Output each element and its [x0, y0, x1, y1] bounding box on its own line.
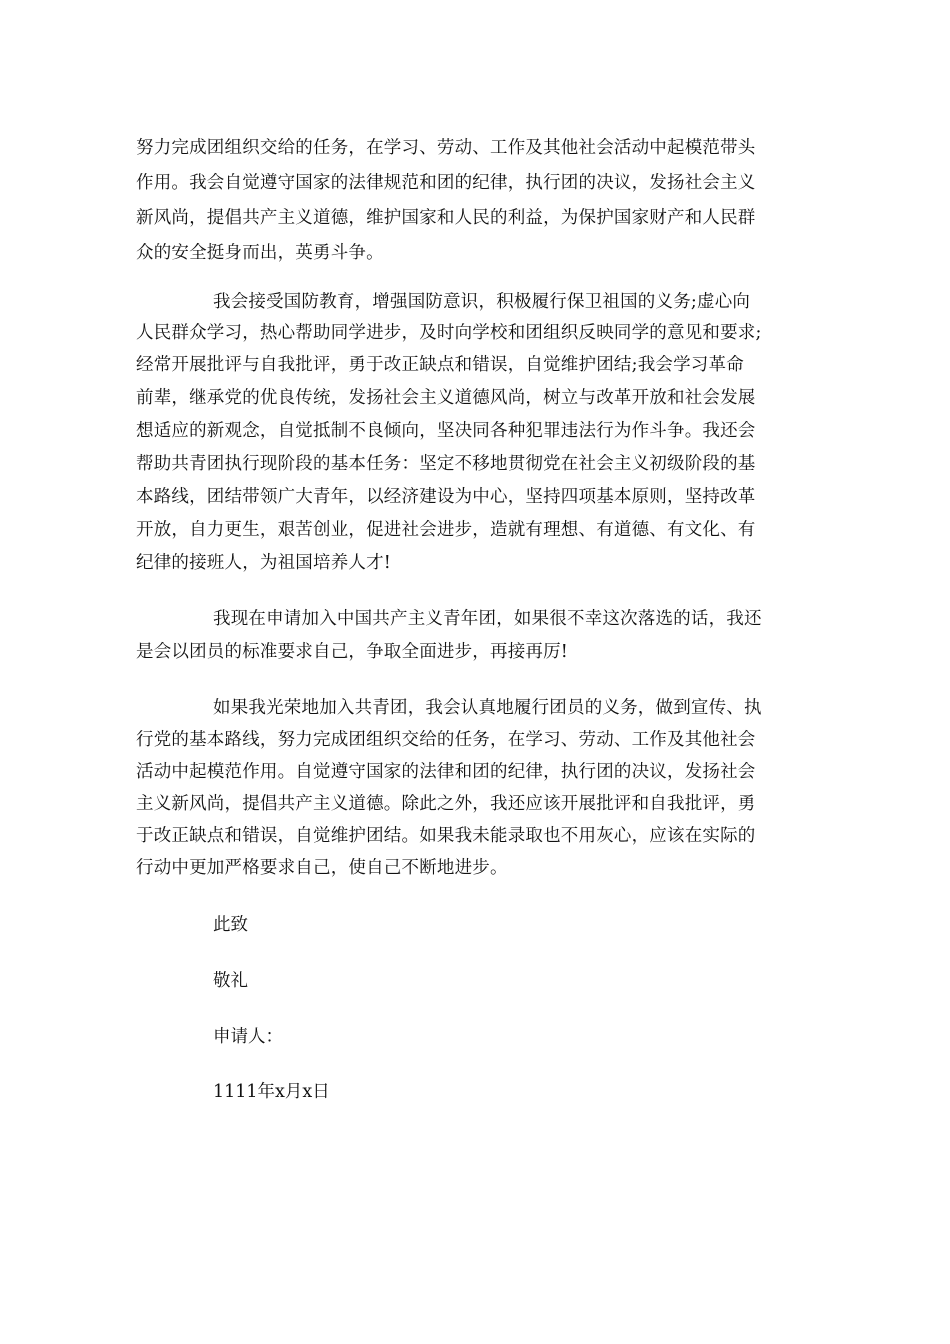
paragraph-line: 前辈，继承党的优良传统，发扬社会主义道德风尚，树立与改革开放和社会发展 [136, 388, 756, 408]
paragraph-line: 作用。我会自觉遵守国家的法律规范和团的纪律，执行团的决议，发扬社会主义 [136, 173, 756, 193]
paragraph-line: 纪律的接班人，为祖国培养人才! [136, 553, 392, 573]
paragraph-line: 努力完成团组织交给的任务，在学习、劳动、工作及其他社会活动中起模范带头 [136, 138, 756, 158]
paragraph-line: 于改正缺点和错误，自觉维护团结。如果我未能录取也不用灰心，应该在实际的 [136, 826, 756, 846]
paragraph-line: 行党的基本路线，努力完成团组织交给的任务，在学习、劳动、工作及其他社会 [136, 730, 756, 750]
paragraph-line: 新风尚，提倡共产主义道德，维护国家和人民的利益，为保护国家财产和人民群 [136, 208, 756, 228]
paragraph-line: 人民群众学习，热心帮助同学进步，及时向学校和团组织反映同学的意见和要求; [136, 323, 762, 343]
paragraph-line: 想适应的新观念，自觉抵制不良倾向，坚决同各种犯罪违法行为作斗争。我还会 [136, 421, 756, 441]
paragraph-line: 经常开展批评与自我批评，勇于改正缺点和错误，自觉维护团结;我会学习革命 [136, 355, 744, 375]
date: 1111年x月x日 [213, 1082, 330, 1102]
paragraph-line: 如果我光荣地加入共青团，我会认真地履行团员的义务，做到宣传、执 [213, 698, 762, 718]
paragraph-line: 本路线，团结带领广大青年，以经济建设为中心，坚持四项基本原则，坚持改革 [136, 487, 756, 507]
paragraph-line: 开放，自力更生，艰苦创业，促进社会进步，造就有理想、有道德、有文化、有 [136, 520, 756, 540]
salutation: 此致 [213, 915, 248, 935]
regards: 敬礼 [213, 971, 248, 991]
applicant-label: 申请人： [213, 1027, 283, 1047]
paragraph-line: 行动中更加严格要求自己，使自己不断地进步。 [136, 858, 508, 878]
paragraph-line: 活动中起模范作用。自觉遵守国家的法律和团的纪律，执行团的决议，发扬社会 [136, 762, 756, 782]
paragraph-line: 是会以团员的标准要求自己，争取全面进步，再接再厉! [136, 642, 569, 662]
paragraph-line: 众的安全挺身而出，英勇斗争。 [136, 243, 384, 263]
paragraph-line: 我会接受国防教育，增强国防意识，积极履行保卫祖国的义务;虚心向 [213, 292, 751, 312]
paragraph-line: 主义新风尚，提倡共产主义道德。除此之外，我还应该开展批评和自我批评，勇 [136, 794, 756, 814]
paragraph-line: 我现在申请加入中国共产主义青年团，如果很不幸这次落选的话，我还 [213, 609, 762, 629]
paragraph-line: 帮助共青团执行现阶段的基本任务：坚定不移地贯彻党在社会主义初级阶段的基 [136, 454, 756, 474]
